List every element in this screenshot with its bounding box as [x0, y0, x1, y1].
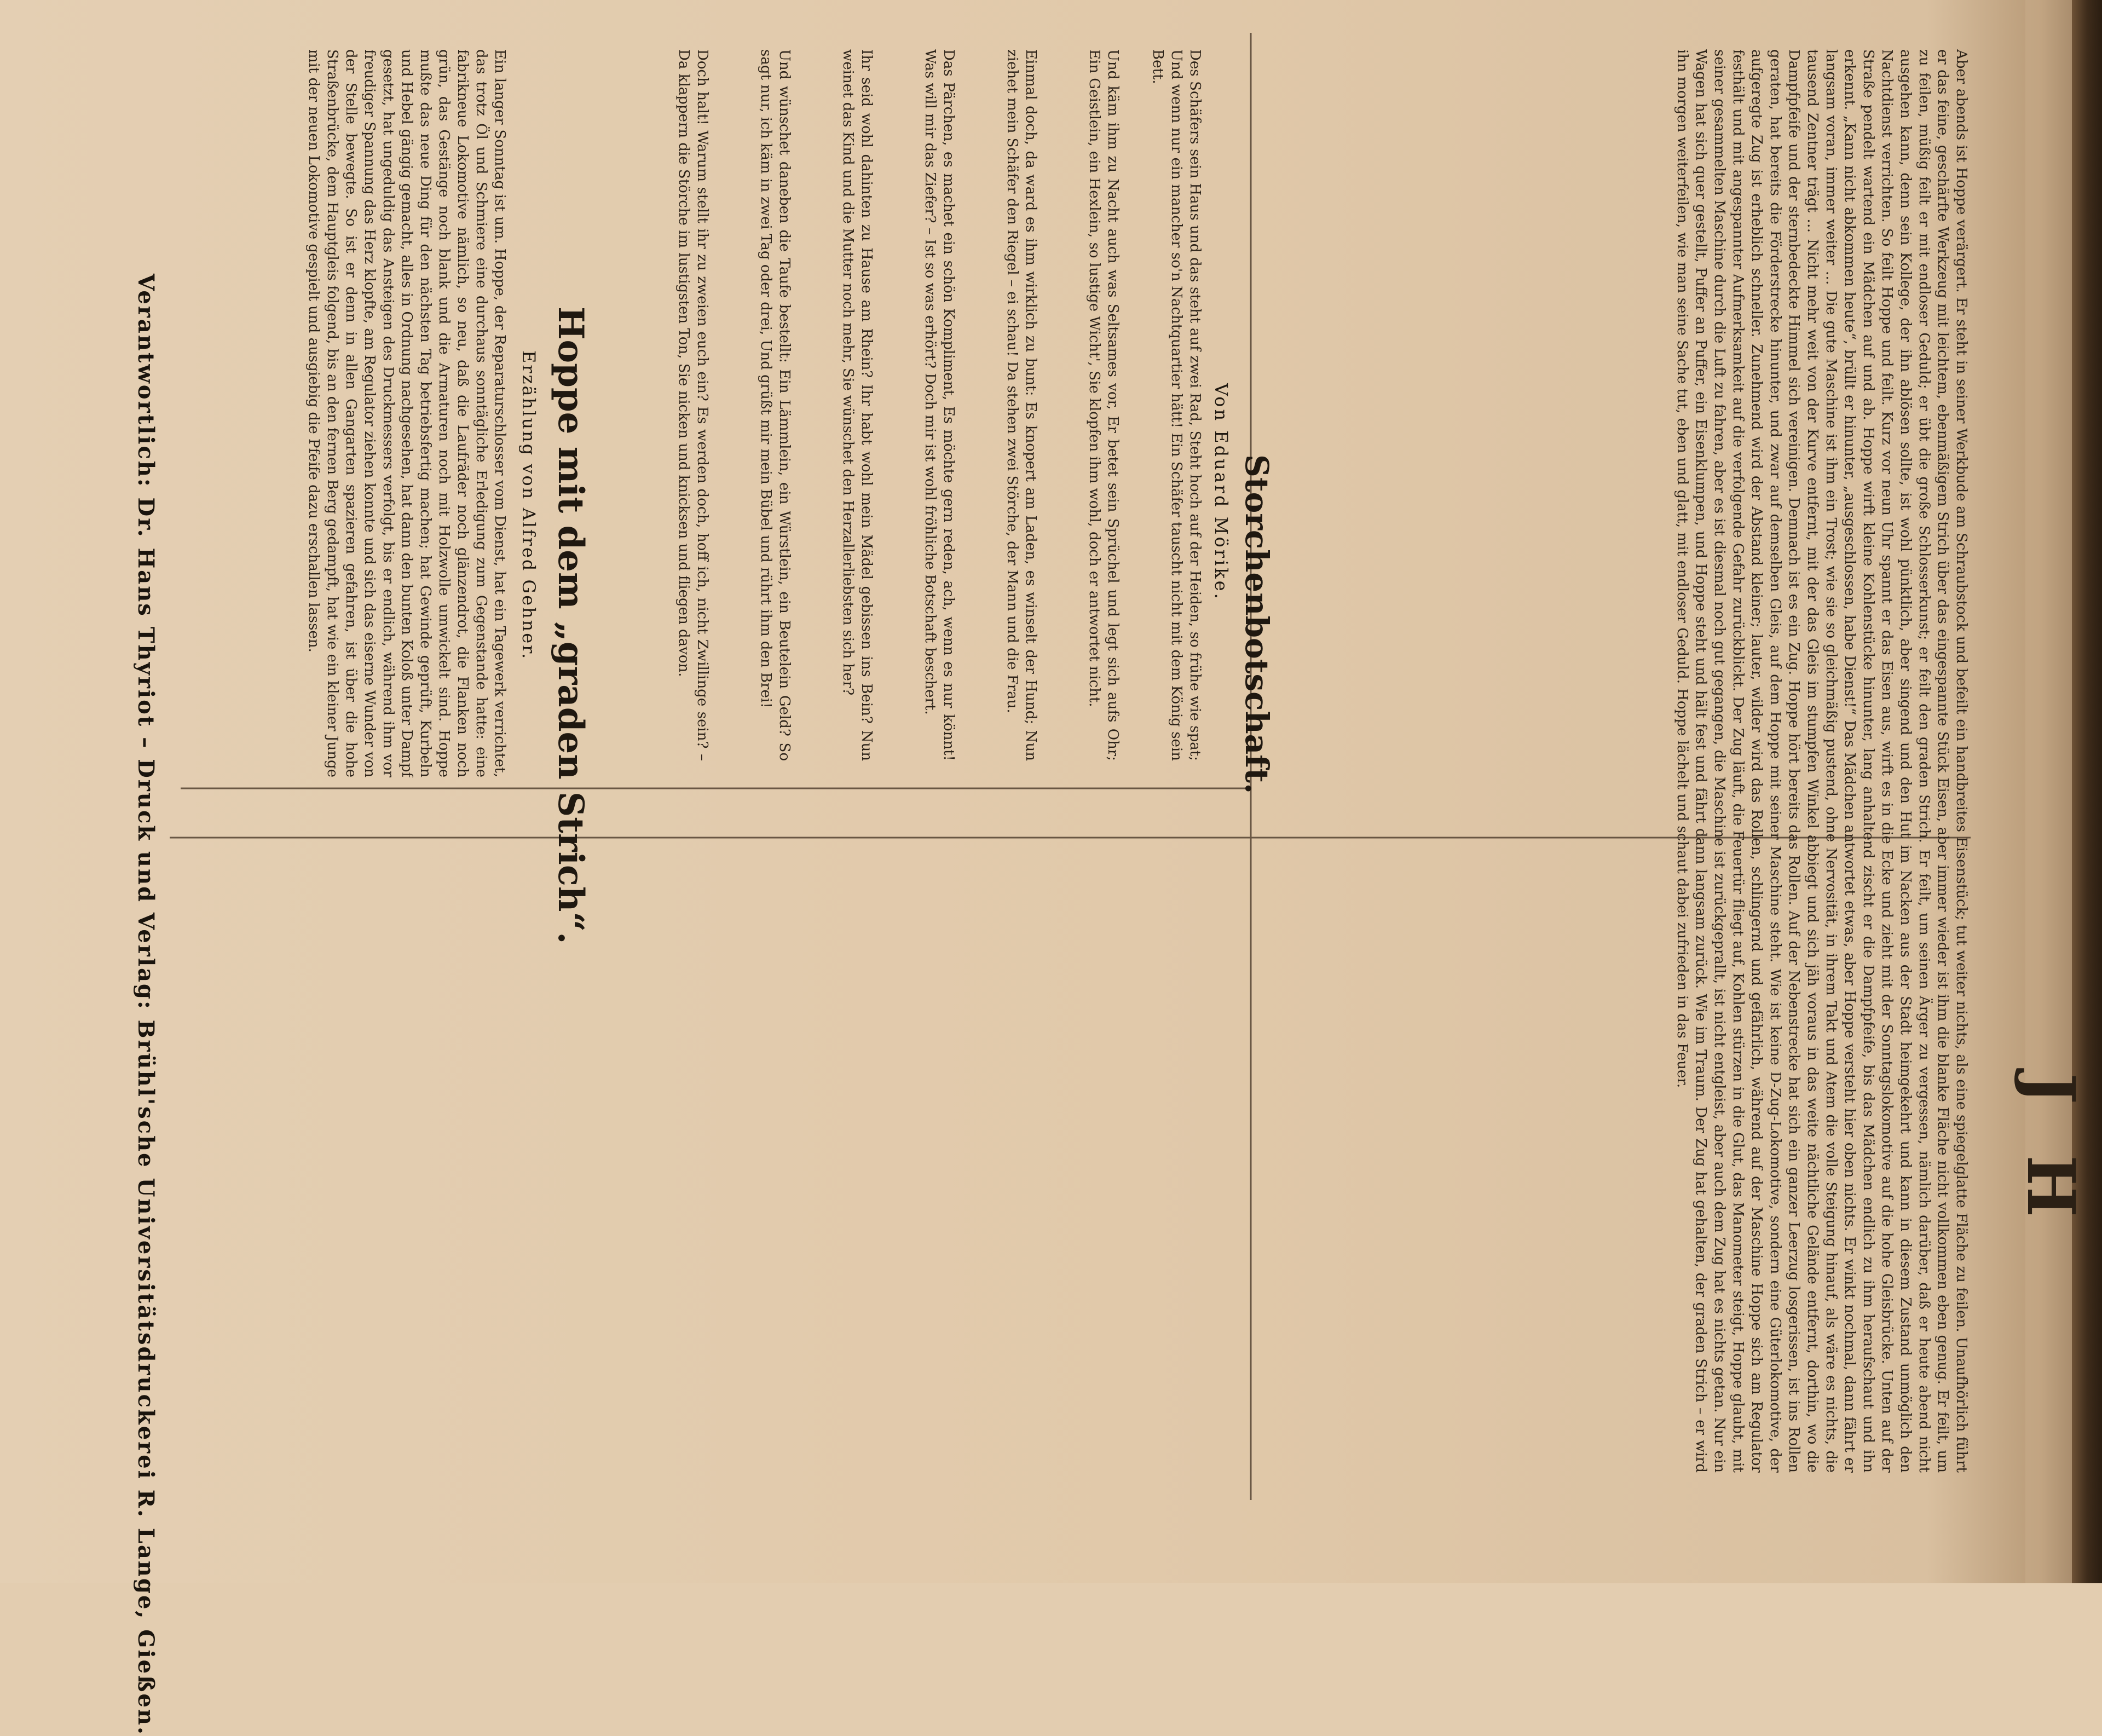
poem-stanza-5: Ihr seid wohl dahinten zu Hause am Rhein? Ihr habt wohl mein Mädel gebissen ins Bein? Nun weinet das Kind und die Mutter noch mehr, Sie wünschet den Herzallerliebsten sich her?: [840, 49, 875, 761]
poem-stanza-2: Und käm ihm zu Nacht auch was Seltsames vor, Er betet sein Sprüchel und legt sich aufs Ohr; Ein Geistlein, ein Hexlein, so lustige Wicht', Sie klopfen ihm wohl, doch er antwortet nicht.: [1086, 49, 1121, 761]
poem-stanza-4: Das Pärchen, es machet ein schön Kompliment, Es möchte gern reden, ach, wenn es nur könnt! Was will mir das Ziefer? – Ist so was erhört? Doch mir ist wohl fröhliche Botschaft beschert.: [922, 49, 957, 761]
poem-title: Storchenbotschaft.: [1238, 454, 1275, 794]
svg-text:H: H: [2012, 1155, 2089, 1218]
story-title: Hoppe mit dem „graden Strich“.: [550, 307, 591, 944]
imprint-footer: Verantwortlich: Dr. Hans Thyriot – Druck und Verlag: Brühl'sche Universitätsdruckerei R. Lange, Gießen.: [133, 274, 159, 1736]
story-opening-text: Ein langer Sonntag ist um. Hoppe, der Reparaturschlosser vom Dienst, hat ein Tagewerk verrichtet, das trotz Öl und Schmiere eine durchaus sonntägliche Erledigung zum Gegenstande hatte: eine fabrikneue Lokomotive nämlich, so neu, daß die Laufräder noch glänzendrot, die Flanken noch grün, das Gestänge noch blank und die Armaturen noch mit Holzwolle umwickelt sind. Hoppe mußte das neue Ding für den nächsten Tag betriebsfertig machen; hat Gewinde geprüft, Kurbeln und Hebel gängig gemacht, alles in Ordnung nachgesehen, hat dann den bunten Koloß unter Dampf gesetzt, hat ungeduldig das Ansteigen des Druckmessers verfolgt, bis er endlich, während ihm vor freudiger Spannung das Herz klopfte, am Regulator ziehen konnte und sich das eiserne Wunder von der Stelle bewegte. So ist er denn in allen Gangarten spazieren gefahren, ist über die hohe Straßenbrücke, dem Hauptgleis folgend, bis an den fernen Berg gedampft, hat wie ein kleiner Junge mit der neuen Lokomotive gespielt und ausgiebig die Pfeife dazu erschallen lassen.: [305, 49, 508, 777]
svg-text:J: J: [2012, 1073, 2089, 1104]
poem-author: Von Eduard Mörike.: [1211, 383, 1232, 601]
poem-stanza-7: Doch halt! Warum stellt ihr zu zweien euch ein? Es werden doch, hoff ich, nicht Zwillinge sein? – Da klappern die Störche im lustigsten Ton, Sie nicken und knicksen und fliegen davon.: [675, 49, 711, 761]
story-author: Erzählung von Alfred Gehner.: [518, 350, 539, 661]
poem-stanza-3: Einmal doch, da ward es ihm wirklich zu bunt: Es knopert am Laden, es winselt der Hund; Nun ziehet mein Schäfer den Riegel – ei schau! Da stehen zwei Störche, der Mann und die Frau.: [1004, 49, 1039, 761]
poem-stanza-1: Des Schäfers sein Haus und das steht auf zwei Rad, Steht hoch auf der Heiden, so frühe wie spat; Und wenn nur ein mancher so'n Nachtquartier hätt! Ein Schäfer tauscht nicht mit dem König sein Bett.: [1150, 49, 1203, 761]
story-continuation-text: Aber abends ist Hoppe verärgert. Er steht in seiner Werkbude am Schraubstock und befeilt ein handbreites Eisenstück; tut weiter nichts, als eine spiegelglatte Fläche zu feilen. Unaufhörlich führt er das feine, geschärfte Werkzeug mit leichtem, ebenmäßigem Strich über das eingespannte Stück Eisen, aber immer wieder ist ihm die blanke Fläche nicht vollkommen eben genug. Er feilt, um zu feilen, müßig feilt er mit endloser Geduld; er übt die große Schlosserkunst; er feilt den graden Strich. Er feilt, um seinen Ärger zu vergessen, nämlich darüber, daß er heute abend nicht ausgehen kann, denn sein Kollege, der ihn ablösen sollte, ist wohl pünktlich, aber singend und den Hut im Nacken aus der Stadt heimgekehrt und kann in diesem Zustand unmöglich den Nachtdienst verrichten. So feilt Hoppe und feilt. Kurz vor neun Uhr spannt er das Eisen aus, wirft es in die Ecke und zieht mit der Sonntagslokomotive auf die hohe Gleisbrücke. Unten auf der Straße pendelt wartend ein Mädchen auf und ab. Hoppe wirft kleine Kohlenstücke hinunter, lang anhaltend zischt er die Dampfpfeife, bis das Mädchen endlich zu ihm heraufschaut und ihn erkennt. „Kann nicht abkommen heute“, brüllt er hinunter, „ausgeschlossen, habe Dienst!“ Das Mädchen antwortet etwas, aber Hoppe versteht hier oben nichts. Er winkt nochmal, dann fährt er langsam voran, immer weiter … Die gute Maschine ist ihm ein Trost; wie sie so gleichmäßig pustend, ohne Nervosität, in ihrem Takt und Atem die volle Steigung hinauf, als wäre es nichts, die tausend Zentner trägt … Nicht mehr weit von der Kurve entfernt, mit der das Gleis im stumpfen Winkel abbiegt und sich jäh voraus in das weite nächtliche Gelände entfernt, dorthin, wo die Dampfpfeife und der sternbedeckte Himmel sich vereinigen. Demnach ist es ein Zug. Hoppe hört bereits das Rollen. Auf der Nebenstrecke hat sich ein ganzer Leerzug losgerissen, ist ins Rollen geraten, hat bereits die Förderstrecke hinunter, und zwar auf demselben Gleis, auf dem Hoppe mit seiner Maschine steht. Wie ist keine D-Zug-Lokomotive, sondern eine Güterlokomotive, der aufgeregte Zug ist erheblich schneller. Zunehmend wird der Abstand kleiner; lauter, wilder wird das Rollen, schlingernd und gefährlich, während auf der Maschine Hoppe sich am Regulator festhält und mit angespannter Aufmerksamkeit auf die verfolgende Gefahr zurückblickt. Der Zug läuft, die Feuertür fliegt auf, Kohlen stürzen in die Glut, das Manometer steigt, Hoppe glaubt, mit seiner gesammelten Maschine durch die Luft zu fahren, aber es ist diesmal noch gut gegangen, die Maschine ist zurückgeprallt, ist nicht entgleist, aber auch dem Zug hat es nichts getan. Nur ein Wagen hat sich quer gestellt, Puffer an Puffer, ein Eisenklumpen, und Hoppe steht und hält fest und fährt dann langsam zurück. Wie im Traum. Der Zug hat gehalten, der graden Strich – er wird ihn morgen weiterfeilen, wie man seine Sache tut, eben und glatt, mit endloser Geduld. Hoppe lächelt und schaut dabei zufrieden in das Feuer.: [1674, 49, 1970, 1473]
poem-stanza-6: Und wünschet daneben die Taufe bestellt: Ein Lämmlein, ein Würstlein, ein Beutelein Geld? So sagt nur, ich käm in zwei Tag oder drei, Und grüßt mir mein Bübel und rührt ihm den Brei!: [758, 49, 793, 761]
